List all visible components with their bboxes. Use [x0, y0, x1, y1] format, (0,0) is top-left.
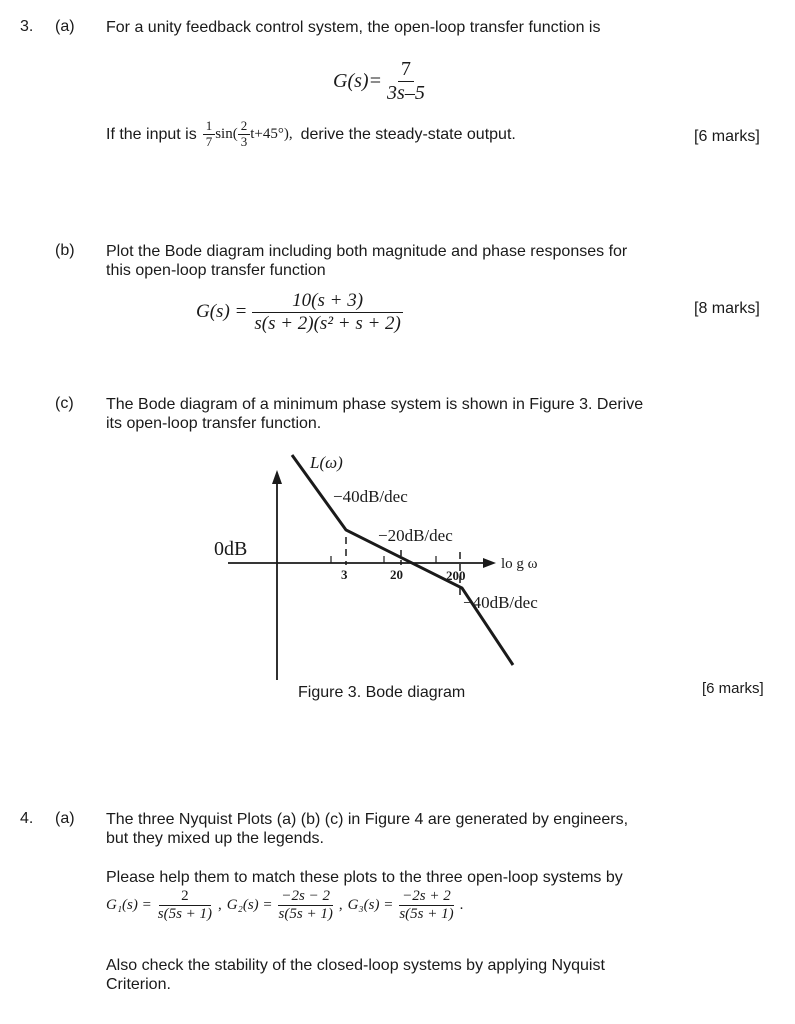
g1-den: s(5s + 1) [157, 906, 213, 923]
q3a-w-num: 2 [238, 119, 251, 135]
bode-tick-label-3: 3 [341, 567, 348, 582]
q4a-line3: Please help them to match these plots to the three open-loop systems by [106, 869, 623, 886]
q3c-line1: The Bode diagram of a minimum phase system is shown in Figure 3. Derive [106, 396, 644, 413]
q3c-line2: its open-loop transfer function. [106, 415, 322, 432]
q3c-label: (c) [55, 395, 74, 412]
bode-zero-db: 0dB [214, 538, 248, 560]
bode-tick-label-200: 200 [446, 568, 466, 583]
question-4-number: 4. [20, 810, 34, 827]
g1-num: 2 [159, 888, 211, 906]
bode-xlabel: lo g ω [501, 556, 538, 572]
q3a-amp-num: 1 [203, 119, 216, 135]
bode-y-arrow [272, 470, 282, 484]
q3b-line1: Plot the Bode diagram including both magnitude and phase responses for [106, 243, 628, 260]
q3a-gs-num: 7 [398, 58, 414, 82]
q3a-w-den: 3 [240, 133, 248, 149]
bode-slope2: −20dB/dec [378, 526, 453, 545]
q3b-marks: [8 marks] [694, 300, 760, 317]
g1-sep: , [218, 897, 222, 914]
q3a-gs-lhs: G(s)= [333, 70, 383, 92]
q3b-gs-num: 10(s + 3) [252, 290, 403, 313]
q3a-input-pre: If the input is [106, 125, 197, 143]
g2-den: s(5s + 1) [278, 906, 333, 923]
q4a-label: (a) [55, 810, 75, 827]
figure-3-caption: Figure 3. Bode diagram [298, 684, 466, 701]
q4a-systems [106, 888, 463, 924]
q3a-marks: [6 marks] [694, 128, 760, 145]
g3-lhs: G₃(s) = [347, 897, 394, 914]
q4a-line4: Also check the stability of the closed-loop systems by applying Nyquist [106, 957, 605, 974]
g3-num: −2s + 2 [399, 888, 454, 906]
g1-lhs: G₁(s) = [106, 897, 152, 914]
q3a-input-post: derive the steady-state output. [300, 125, 516, 143]
q4a-line2: but they mixed up the legends. [106, 830, 324, 847]
question-3-number: 3. [20, 18, 34, 35]
q3b-line2: this open-loop transfer function [106, 262, 326, 279]
q3c-marks: [6 marks] [702, 680, 764, 697]
g2-num: −2s − 2 [278, 888, 333, 906]
bode-x-arrow [483, 558, 496, 568]
q3a-label: (a) [55, 18, 75, 35]
bode-ylabel: L(ω) [310, 453, 343, 472]
q3a-amp-den: 7 [205, 133, 213, 149]
g3-den: s(5s + 1) [399, 906, 454, 923]
q3a-line1: For a unity feedback control system, the open-loop transfer function is [106, 19, 601, 36]
g2-lhs: G₂(s) = [226, 897, 273, 914]
q3b-label: (b) [55, 242, 75, 259]
q4a-line1: The three Nyquist Plots (a) (b) (c) in Figure 4 are generated by engineers, [106, 811, 629, 828]
q3a-sin-text: sin( [215, 125, 238, 142]
q3a-gs-den: 3s–5 [387, 82, 425, 104]
q3b-gs-lhs: G(s) = [196, 301, 248, 323]
q3a-sin-tail: t+45°), [250, 125, 293, 142]
g3-end: . [459, 897, 464, 914]
q4a-line5: Criterion. [106, 976, 171, 993]
bode-slope3: −40dB/dec [463, 593, 538, 612]
bode-slope1: −40dB/dec [333, 487, 408, 506]
q3b-gs-den: s(s + 2)(s² + s + 2) [254, 312, 401, 334]
bode-tick-label-20: 20 [390, 567, 403, 582]
g2-sep: , [338, 897, 343, 914]
